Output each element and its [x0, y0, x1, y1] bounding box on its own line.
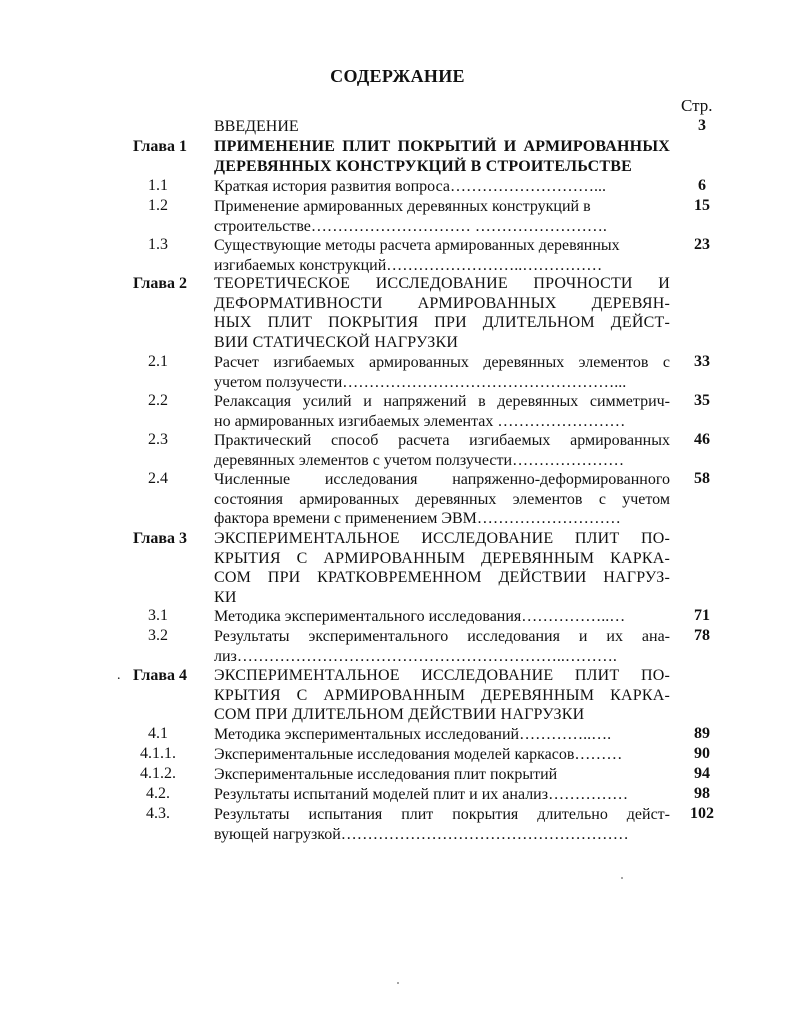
section-4-1-page: 89	[694, 725, 710, 742]
chapter-2-label: Глава 2	[133, 275, 187, 292]
section-3-2-page: 78	[694, 627, 710, 644]
section-2-2-title: Релаксация усилий и напряжений в деревянных симметрич- но армированных изгибаемых элементах ……………………	[214, 393, 670, 430]
section-2-3-page: 46	[694, 431, 710, 448]
section-2-2-number: 2.2	[148, 392, 168, 409]
stray-dot-mark: .	[117, 668, 121, 683]
chapter-1-label: Глава 1	[133, 138, 187, 155]
section-2-1-page: 33	[694, 353, 710, 370]
intro-title: ВВЕДЕНИЕ	[214, 118, 299, 135]
section-1-3-page: 23	[694, 236, 710, 253]
section-4-1-1-title: Экспериментальные исследования моделей каркасов………	[214, 746, 623, 763]
section-1-1-title: Краткая история развития вопроса………………………...	[214, 178, 606, 195]
pages-column-header: Стр.	[681, 96, 713, 115]
section-2-4-page: 58	[694, 470, 710, 487]
section-1-1-page: 6	[698, 177, 706, 194]
section-2-4-number: 2.4	[148, 470, 168, 487]
section-3-1-title: Методика экспериментального исследования……………..…	[214, 608, 626, 625]
section-4-2-number: 4.2.	[146, 785, 170, 802]
section-4-1-2-number: 4.1.2.	[140, 765, 176, 782]
section-4-2-page: 98	[694, 785, 710, 802]
section-2-1-number: 2.1	[148, 353, 168, 370]
section-1-2-number: 1.2	[148, 197, 168, 214]
section-1-3-title: Существующие методы расчета армированных деревянных изгибаемых конструкций……………………..……………	[214, 237, 620, 274]
page-title: СОДЕРЖАНИЕ	[330, 66, 465, 86]
section-4-3-title: Результаты испытания плит покрытия длительно дейст- вующей нагрузкой………………………………………………	[214, 806, 670, 843]
chapter-2-title: ТЕОРЕТИЧЕСКОЕ ИССЛЕДОВАНИЕ ПРОЧНОСТИ И ДЕФОРМАТИВНОСТИ АРМИРОВАННЫХ ДЕРЕВЯН- НЫХ ПЛИТ ПОКРЫТИЯ ПРИ ДЛИТЕЛЬНОМ ДЕЙСТ- ВИИ СТАТИЧЕСКОЙ НАГРУЗКИ	[214, 275, 670, 351]
section-3-1-page: 71	[694, 607, 710, 624]
section-4-3-page: 102	[690, 805, 714, 822]
chapter-4-title: ЭКСПЕРИМЕНТАЛЬНОЕ ИССЛЕДОВАНИЕ ПЛИТ ПО- КРЫТИЯ С АРМИРОВАННЫМ ДЕРЕВЯННЫМ КАРКА- СОМ ПРИ ДЛИТЕЛЬНОМ ДЕЙСТВИИ НАГРУЗКИ	[214, 667, 670, 723]
section-4-1-1-page: 90	[694, 745, 710, 762]
chapter-4-label: Глава 4	[133, 667, 187, 684]
section-2-1-title: Расчет изгибаемых армированных деревянных элементов с учетом ползучести……………………………………………...	[214, 354, 670, 391]
chapter-1-title: ПРИМЕНЕНИЕ ПЛИТ ПОКРЫТИЙ И АРМИРОВАННЫХ ДЕРЕВЯННЫХ КОНСТРУКЦИЙ В СТРОИТЕЛЬСТВЕ	[214, 138, 670, 175]
section-1-2-page: 15	[694, 197, 710, 214]
section-3-1-number: 3.1	[148, 607, 168, 624]
section-4-1-1-number: 4.1.1.	[140, 745, 176, 762]
scan-speck	[397, 982, 399, 984]
section-3-2-number: 3.2	[148, 627, 168, 644]
section-4-1-title: Методика экспериментальных исследований…………..….	[214, 726, 612, 743]
intro-page-number: 3	[698, 117, 706, 134]
chapter-3-title: ЭКСПЕРИМЕНТАЛЬНОЕ ИССЛЕДОВАНИЕ ПЛИТ ПО- КРЫТИЯ С АРМИРОВАННЫМ ДЕРЕВЯННЫМ КАРКА- СОМ ПРИ КРАТКОВРЕМЕННОМ ДЕЙСТВИИ НАГРУЗ- КИ	[214, 530, 670, 606]
section-4-3-number: 4.3.	[146, 805, 170, 822]
section-4-1-2-title: Экспериментальные исследования плит покрытий	[214, 766, 558, 783]
section-2-2-page: 35	[694, 392, 710, 409]
section-1-1-number: 1.1	[148, 177, 168, 194]
section-4-2-title: Результаты испытаний моделей плит и их анализ……………	[214, 786, 629, 803]
section-2-3-title: Практический способ расчета изгибаемых армированных деревянных элементов с учетом ползучести…………………	[214, 432, 670, 469]
section-1-3-number: 1.3	[148, 236, 168, 253]
section-4-1-2-page: 94	[694, 765, 710, 782]
scan-speck	[621, 877, 623, 879]
section-1-2-title: Применение армированных деревянных конструкций в строительстве………………………… …………………….	[214, 198, 607, 235]
section-3-2-title: Результаты экспериментального исследования и их ана- лиз……………………………………………………..……….	[214, 628, 670, 665]
section-2-3-number: 2.3	[148, 431, 168, 448]
section-2-4-title: Численные исследования напряженно-деформированного состояния армированных деревянных элементов с учетом фактора времени с применением ЭВМ………………………	[214, 471, 670, 527]
section-4-1-number: 4.1	[148, 725, 168, 742]
chapter-3-label: Глава 3	[133, 530, 187, 547]
